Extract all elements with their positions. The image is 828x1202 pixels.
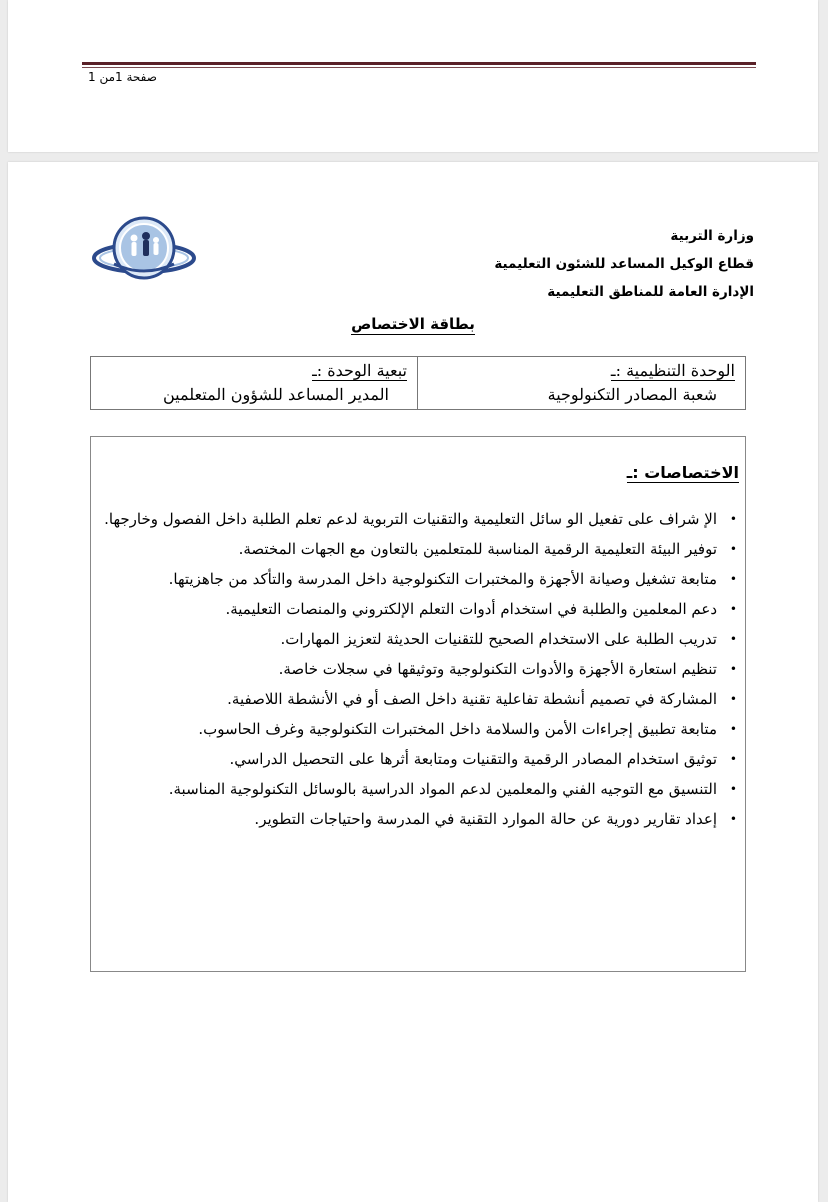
bullet-icon: • xyxy=(729,692,737,706)
duty-text: تنظيم استعارة الأجهزة والأدوات التكنولوجية وتوثيقها في سجلات خاصة. xyxy=(278,660,717,678)
duties-title-text: الاختصاصات :ـ xyxy=(626,463,739,482)
list-item xyxy=(103,657,737,681)
previous-page xyxy=(8,0,818,152)
bullet-icon: • xyxy=(729,752,737,766)
org-unit-cell xyxy=(418,357,745,409)
footer-rule-thin xyxy=(82,67,756,68)
org-unit-value: شعبة المصادر التكنولوجية xyxy=(547,385,717,404)
list-item xyxy=(103,627,737,651)
bullet-icon: • xyxy=(729,542,737,556)
list-item xyxy=(103,597,737,621)
duty-text: تدريب الطلبة على الاستخدام الصحيح للتقنيات الحديثة لتعزيز المهارات. xyxy=(280,630,717,648)
ministry-logo-icon xyxy=(92,212,196,292)
affiliation-value: المدير المساعد للشؤون المتعلمين xyxy=(162,385,389,404)
duty-text: توثيق استخدام المصادر الرقمية والتقنيات ومتابعة أثرها على التحصيل الدراسي. xyxy=(229,750,717,768)
duty-text: التنسيق مع التوجيه الفني والمعلمين لدعم المواد الدراسية بالوسائل التكنولوجية المناسبة. xyxy=(168,780,717,798)
duty-text: إعداد تقارير دورية عن حالة الموارد التقنية في المدرسة واحتياجات التطوير. xyxy=(254,810,717,828)
list-item xyxy=(103,507,737,531)
bullet-icon: • xyxy=(729,512,737,526)
duty-text: المشاركة في تصميم أنشطة تفاعلية تقنية داخل الصف أو في الأنشطة اللاصفية. xyxy=(227,690,717,708)
list-item xyxy=(103,537,737,561)
org-unit-label-text: الوحدة التنظيمية :ـ xyxy=(610,361,735,380)
org-unit-label xyxy=(428,359,735,383)
bullet-icon: • xyxy=(729,722,737,736)
duty-text: متابعة تشغيل وصيانة الأجهزة والمختبرات التكنولوجية داخل المدرسة والتأكد من جاهزيتها. xyxy=(168,570,717,588)
list-item xyxy=(103,567,737,591)
organization-header xyxy=(494,222,754,306)
bullet-icon: • xyxy=(729,662,737,676)
org-line-sector: قطاع الوكيل المساعد للشئون التعليمية xyxy=(494,256,754,272)
duties-list xyxy=(103,507,739,831)
bullet-icon: • xyxy=(729,782,737,796)
unit-info-table xyxy=(90,356,746,410)
bullet-icon: • xyxy=(729,632,737,646)
org-line-ministry: وزارة التربية xyxy=(670,228,754,244)
list-item xyxy=(103,807,737,831)
list-item xyxy=(103,717,737,741)
duty-text: توفير البيئة التعليمية الرقمية المناسبة للمتعلمين بالتعاون مع الجهات المختصة. xyxy=(238,540,717,558)
footer-rule xyxy=(82,62,756,65)
card-title xyxy=(8,315,818,333)
org-line-department: الإدارة العامة للمناطق التعليمية xyxy=(547,284,754,300)
duties-title xyxy=(103,459,739,487)
document-page xyxy=(8,162,818,1202)
duties-box xyxy=(90,436,746,972)
list-item xyxy=(103,747,737,771)
list-item xyxy=(103,687,737,711)
card-title-text: بطاقة الاختصاص xyxy=(351,315,475,333)
page-number: صفحة 1من 1 xyxy=(88,70,157,84)
affiliation-label xyxy=(101,359,407,383)
bullet-icon: • xyxy=(729,602,737,616)
duty-text: الإ شراف على تفعيل الو سائل التعليمية والتقنيات التربوية لدعم تعلم الطلبة داخل الفصول وخارجها. xyxy=(104,510,717,528)
list-item xyxy=(103,777,737,801)
affiliation-cell xyxy=(91,357,418,409)
bullet-icon: • xyxy=(729,572,737,586)
duty-text: متابعة تطبيق إجراءات الأمن والسلامة داخل المختبرات التكنولوجية وغرف الحاسوب. xyxy=(198,720,717,738)
bullet-icon: • xyxy=(729,812,737,826)
affiliation-label-text: تبعية الوحدة :ـ xyxy=(312,361,407,380)
duty-text: دعم المعلمين والطلبة في استخدام أدوات التعلم الإلكتروني والمنصات التعليمية. xyxy=(225,600,717,618)
